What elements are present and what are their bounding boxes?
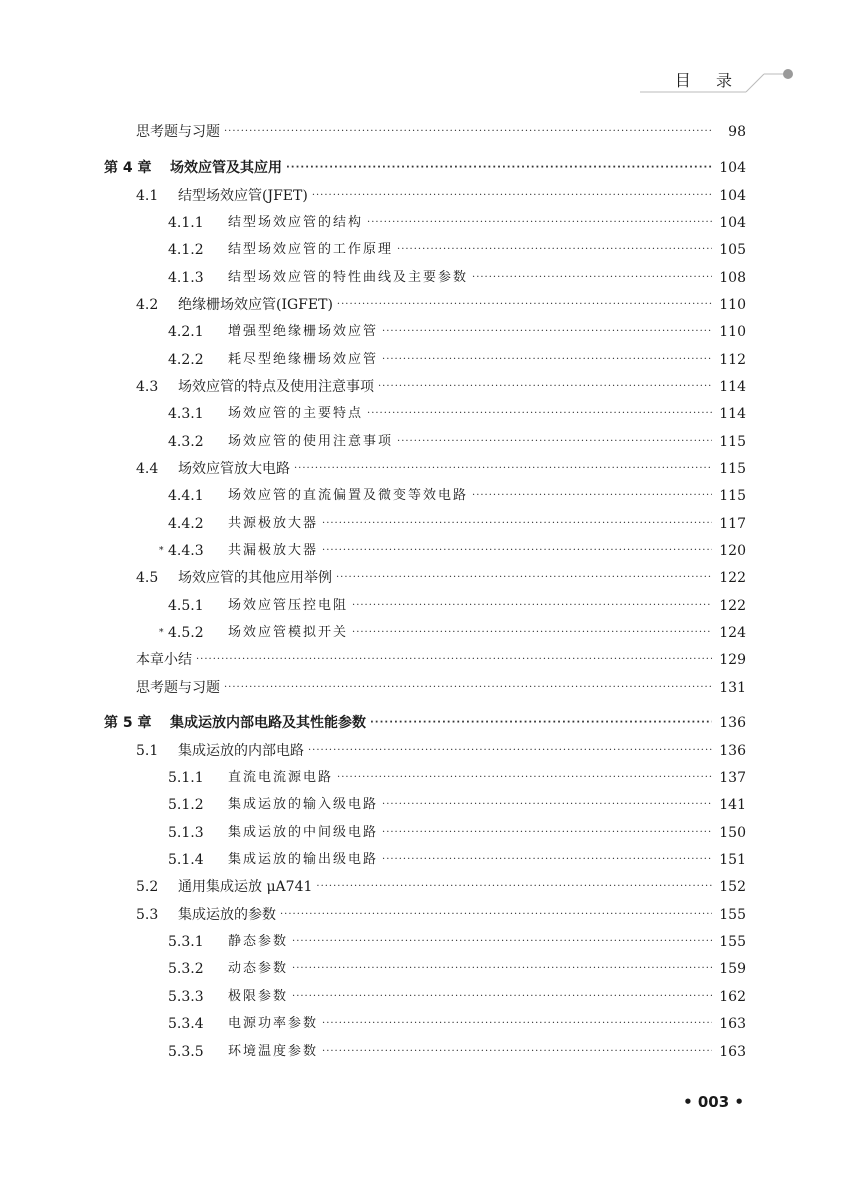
toc-entry[interactable] <box>0 739 850 763</box>
toc-entry[interactable] <box>0 293 850 317</box>
toc-entry-number: 4.1.1 <box>168 215 204 231</box>
toc-entry-number: 5.3.2 <box>168 961 204 977</box>
toc-entry-number: 4.1.2 <box>168 242 204 258</box>
toc-entry[interactable] <box>0 430 850 454</box>
toc-entry-title: 集成运放的参数 <box>178 907 276 923</box>
toc-entry-page: 115 <box>719 488 746 504</box>
toc-entry-page: 114 <box>719 406 746 422</box>
toc-entry-page: 159 <box>719 961 746 977</box>
toc-entry-number: 4.3 <box>136 379 159 395</box>
toc-entry-number: 4.4.1 <box>168 488 204 504</box>
toc-entry[interactable] <box>0 457 850 481</box>
toc-entry-page: 120 <box>719 543 746 559</box>
toc-entry[interactable] <box>0 621 850 645</box>
toc-entry[interactable] <box>0 1012 850 1036</box>
toc-entry-page: 151 <box>719 852 746 868</box>
toc-entry[interactable] <box>0 238 850 262</box>
toc-entry-page: 136 <box>719 715 746 731</box>
toc-entry[interactable] <box>0 766 850 790</box>
dot-leader <box>472 484 712 508</box>
toc-entry-title: 集成运放的输出级电路 <box>228 852 379 867</box>
toc-entry-title: 场效应管模拟开关 <box>228 625 349 640</box>
toc-entry-title: 结型场效应管的结构 <box>228 215 364 230</box>
dot-leader <box>224 120 712 144</box>
dot-leader <box>472 266 712 290</box>
toc-entry-number: 4.2 <box>136 297 159 313</box>
dot-leader <box>308 739 712 763</box>
toc-entry[interactable] <box>0 211 850 235</box>
toc-entry-number: 4.1 <box>136 188 159 204</box>
toc-entry-page: 136 <box>719 743 746 759</box>
toc-entry-number: 5.2 <box>136 879 159 895</box>
toc-entry-title: 结型场效应管的特性曲线及主要参数 <box>228 270 469 285</box>
toc-entry-title: 静态参数 <box>228 934 289 949</box>
toc-entry[interactable] <box>0 594 850 618</box>
dot-leader <box>337 293 712 317</box>
toc-entry-page: 137 <box>719 770 746 786</box>
toc-entry-title: 电源功率参数 <box>228 1016 319 1031</box>
toc-entry-page: 115 <box>719 434 746 450</box>
toc-entry-number: 4.5 <box>136 570 159 586</box>
toc-entry[interactable] <box>0 348 850 372</box>
toc-entry-title: 结型场效应管(JFET) <box>178 188 308 204</box>
dot-leader <box>378 375 712 399</box>
toc-entry-page: 114 <box>719 379 746 395</box>
toc-entry-number: 5.1.4 <box>168 852 204 868</box>
toc-entry-page: 124 <box>719 625 746 641</box>
toc-entry-title: 场效应管压控电阻 <box>228 598 349 613</box>
toc-entry[interactable] <box>0 566 850 590</box>
toc-entry[interactable] <box>0 957 850 981</box>
page-number: • 003 • <box>683 1093 744 1111</box>
toc-entry[interactable] <box>0 120 850 144</box>
toc-entry-page: 117 <box>719 516 746 532</box>
toc-entry-title: 通用集成运放 μA741 <box>178 879 313 895</box>
toc-entry-title: 场效应管的直流偏置及微变等效电路 <box>228 488 469 503</box>
dot-leader <box>382 848 712 872</box>
dot-leader <box>352 621 712 645</box>
dot-leader <box>196 648 712 672</box>
toc-entry-title: 极限参数 <box>228 989 289 1004</box>
toc-entry-page: 110 <box>719 324 746 340</box>
toc-entry-page: 105 <box>719 242 746 258</box>
toc-entry-number: 4.5.1 <box>168 598 204 614</box>
toc-entry-title: 集成运放的内部电路 <box>178 743 304 759</box>
toc-entry-page: 112 <box>719 352 746 368</box>
toc-entry-title: 共源极放大器 <box>228 516 319 531</box>
toc-entry-page: 155 <box>719 934 746 950</box>
toc-entry-page: 110 <box>719 297 746 313</box>
toc-entry-page: 104 <box>719 215 746 231</box>
toc-entry-number: 5.1 <box>136 743 159 759</box>
dot-leader <box>382 348 712 372</box>
dot-leader <box>367 211 712 235</box>
toc-entry-number: 4.3.1 <box>168 406 204 422</box>
toc-entry-number: 5.3.4 <box>168 1016 204 1032</box>
dot-leader <box>312 184 712 208</box>
dot-leader <box>336 566 712 590</box>
toc-entry-number: 4.4 <box>136 461 159 477</box>
toc-entry-number: 5.3.3 <box>168 989 204 1005</box>
toc-entry-page: 108 <box>719 270 746 286</box>
toc-entry-title: 本章小结 <box>136 652 192 668</box>
dot-leader <box>322 1012 712 1036</box>
toc-chapter-entry[interactable] <box>0 156 850 180</box>
toc-entry-title: 思考题与习题 <box>136 124 220 140</box>
toc-entry-number: 第 5 章 <box>104 715 152 731</box>
toc-entry-number: 5.1.2 <box>168 797 204 813</box>
toc-entry-title: 场效应管的使用注意事项 <box>228 434 394 449</box>
toc-entry[interactable] <box>0 484 850 508</box>
dot-leader <box>382 793 712 817</box>
dot-leader <box>322 512 712 536</box>
toc-entry-title: 直流电流源电路 <box>228 770 334 785</box>
toc-entry-title: 思考题与习题 <box>136 680 220 696</box>
toc-entry-number: 4.4.2 <box>168 516 204 532</box>
toc-entry-title: 场效应管放大电路 <box>178 461 290 477</box>
toc-entry-page: 163 <box>719 1044 746 1060</box>
toc-entry-number: 5.3.1 <box>168 934 204 950</box>
toc-entry-number: 5.3.5 <box>168 1044 204 1060</box>
toc-entry-title: 场效应管的其他应用举例 <box>178 570 332 586</box>
toc-entry[interactable] <box>0 903 850 927</box>
toc-entry-number: 5.1.3 <box>168 825 204 841</box>
dot-leader <box>382 320 712 344</box>
toc-entry[interactable] <box>0 402 850 426</box>
toc-entry-page: 104 <box>719 160 746 176</box>
toc-entry[interactable] <box>0 848 850 872</box>
toc-entry[interactable] <box>0 184 850 208</box>
toc-entry-number: 4.2.2 <box>168 352 204 368</box>
toc-entry-number: 5.3 <box>136 907 159 923</box>
toc-entry-title: 集成运放的输入级电路 <box>228 797 379 812</box>
toc-entry[interactable] <box>0 512 850 536</box>
dot-leader <box>397 238 712 262</box>
toc-entry-title: 共漏极放大器 <box>228 543 319 558</box>
dot-leader <box>286 156 712 180</box>
toc-entry-title: 集成运放的中间级电路 <box>228 825 379 840</box>
toc-entry[interactable] <box>0 985 850 1009</box>
dot-leader <box>280 903 712 927</box>
dot-leader <box>370 711 712 735</box>
toc-entry-number: 5.1.1 <box>168 770 204 786</box>
toc-entry-page: 155 <box>719 907 746 923</box>
toc-entry[interactable] <box>0 320 850 344</box>
toc-entry-title: 耗尽型绝缘栅场效应管 <box>228 352 379 367</box>
toc-entry-page: 104 <box>719 188 746 204</box>
toc-entry[interactable] <box>0 375 850 399</box>
toc-entry-page: 98 <box>728 124 746 140</box>
toc-entry-title: 场效应管的主要特点 <box>228 406 364 421</box>
dot-leader <box>352 594 712 618</box>
toc-entry-page: 162 <box>719 989 746 1005</box>
toc-entry[interactable] <box>0 648 850 672</box>
dot-leader <box>397 430 712 454</box>
toc-entry-title: 动态参数 <box>228 961 289 976</box>
dot-leader <box>382 821 712 845</box>
dot-leader <box>367 402 712 426</box>
toc-entry[interactable] <box>0 676 850 700</box>
dot-leader <box>292 957 712 981</box>
toc-entry-title: 场效应管及其应用 <box>170 160 282 176</box>
toc-entry-page: 152 <box>719 879 746 895</box>
toc-entry-title: 增强型绝缘栅场效应管 <box>228 324 379 339</box>
dot-leader <box>337 766 712 790</box>
toc-entry[interactable] <box>0 1040 850 1064</box>
dot-leader <box>322 539 712 563</box>
toc-entry-page: 131 <box>719 680 746 696</box>
toc-entry-title: 绝缘栅场效应管(IGFET) <box>178 297 333 313</box>
toc-entry-number: 4.4.3 <box>168 543 204 559</box>
toc-entry[interactable] <box>0 793 850 817</box>
dot-leader <box>294 457 712 481</box>
toc-entry[interactable] <box>0 266 850 290</box>
dot-leader <box>322 1040 712 1064</box>
toc-entry[interactable] <box>0 875 850 899</box>
optional-marker: * <box>159 628 164 638</box>
toc-entry-title: 结型场效应管的工作原理 <box>228 242 394 257</box>
toc-entry-title: 场效应管的特点及使用注意事项 <box>178 379 374 395</box>
toc-entry-number: 4.2.1 <box>168 324 204 340</box>
header-title: 目 录 <box>674 71 742 90</box>
dot-leader <box>292 985 712 1009</box>
toc-entry-number: 4.1.3 <box>168 270 204 286</box>
dot-leader <box>316 875 712 899</box>
optional-marker: * <box>159 546 164 556</box>
toc-entry-page: 150 <box>719 825 746 841</box>
dot-leader <box>292 930 712 954</box>
toc-entry-title: 集成运放内部电路及其性能参数 <box>170 715 366 731</box>
toc-entry-number: 4.5.2 <box>168 625 204 641</box>
dot-leader <box>224 676 712 700</box>
toc-entry-number: 第 4 章 <box>104 160 152 176</box>
toc-entry-page: 115 <box>719 461 746 477</box>
toc-chapter-entry[interactable] <box>0 711 850 735</box>
toc-entry-page: 141 <box>719 797 746 813</box>
toc-entry-page: 122 <box>719 570 746 586</box>
toc-entry[interactable] <box>0 539 850 563</box>
toc-entry-page: 129 <box>719 652 746 668</box>
toc-entry[interactable] <box>0 930 850 954</box>
toc-entry-page: 163 <box>719 1016 746 1032</box>
toc-entry-page: 122 <box>719 598 746 614</box>
toc-entry[interactable] <box>0 821 850 845</box>
toc-entry-number: 4.3.2 <box>168 434 204 450</box>
toc-entry-title: 环境温度参数 <box>228 1044 319 1059</box>
